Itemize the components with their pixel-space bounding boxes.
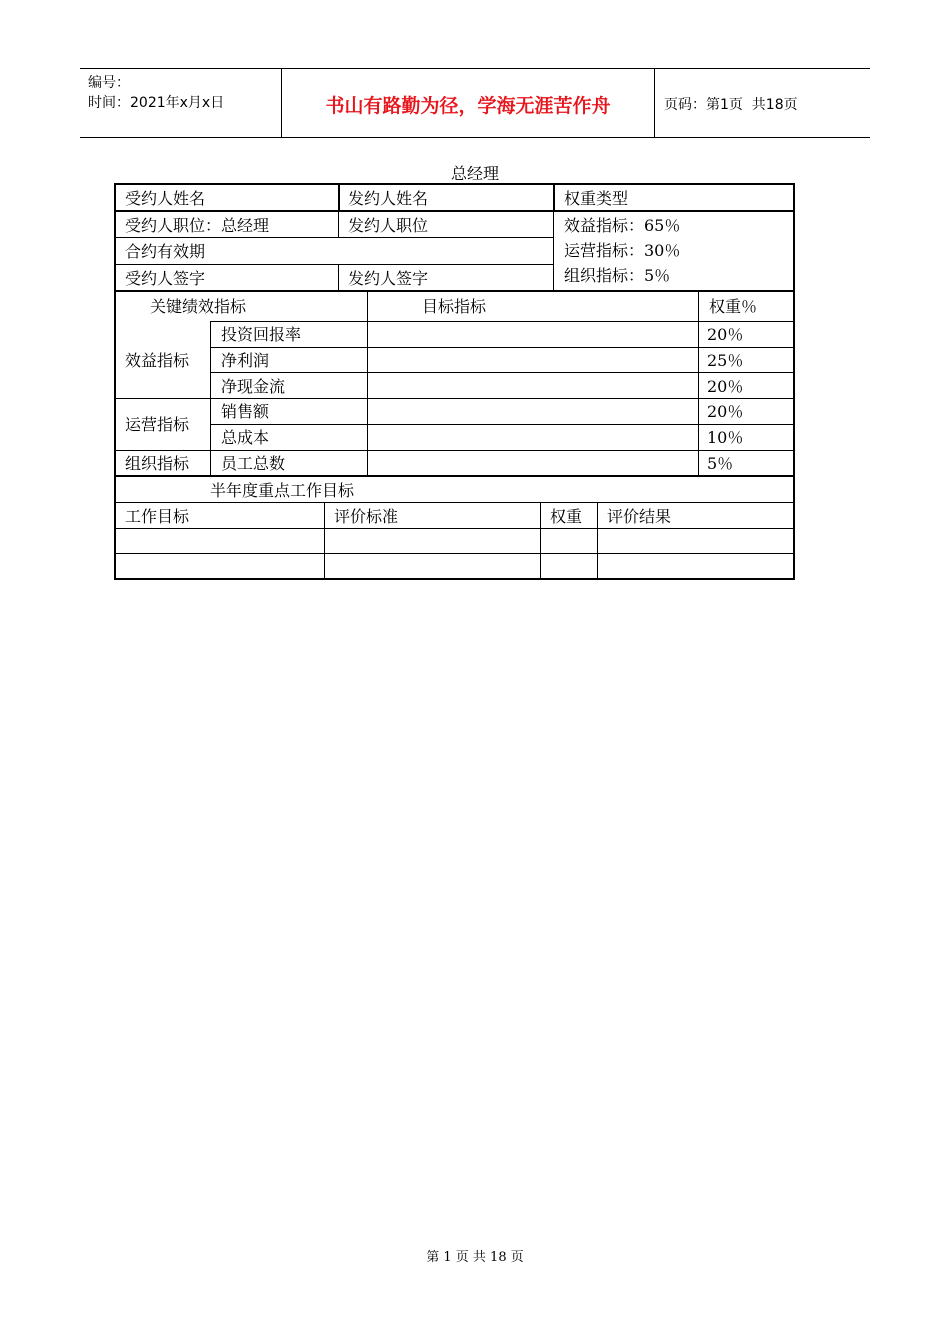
grid-line xyxy=(116,264,553,265)
page-header xyxy=(80,68,870,138)
kpi-item-label: 员工总数 xyxy=(221,454,286,473)
grid-line xyxy=(210,321,793,322)
kpi-item-weight: 25％ xyxy=(707,351,744,370)
kpi-item-label: 净利润 xyxy=(221,351,270,370)
recipient-name-label: 受约人姓名 xyxy=(125,189,206,208)
grid-line xyxy=(553,185,555,211)
kpi-item-weight: 10％ xyxy=(707,428,744,447)
header-meta xyxy=(88,73,224,113)
grid-line xyxy=(338,264,339,291)
recipient-position-label: 受约人职位：总经理 xyxy=(125,216,270,235)
goal-header: 工作目标 xyxy=(125,507,190,526)
grid-line xyxy=(116,237,553,238)
grid-line xyxy=(540,502,541,578)
grid-line xyxy=(116,475,793,477)
kpi-item-label: 销售额 xyxy=(221,402,270,421)
kpi-item-label: 投资回报率 xyxy=(221,325,302,344)
recipient-sign-label: 受约人签字 xyxy=(125,269,206,288)
kpi-item-weight: 20％ xyxy=(707,377,744,396)
validity-label: 合约有效期 xyxy=(125,242,206,261)
issuer-position-label: 发约人职位 xyxy=(348,216,429,235)
kpi-group-organization: 组织指标 xyxy=(125,454,190,473)
header-slogan: 书山有路勤为径，学海无涯苦作舟 xyxy=(325,95,611,117)
result-header: 评价结果 xyxy=(607,507,672,526)
grid-line xyxy=(116,398,793,399)
grid-line xyxy=(116,553,793,554)
grid-line xyxy=(338,185,340,211)
criteria-header: 评价标准 xyxy=(334,507,399,526)
date-line: 时间：2021年x月x日 xyxy=(88,95,225,111)
serial-label: 编号： xyxy=(88,75,130,91)
weight-header: 权重％ xyxy=(709,297,758,316)
grid-line xyxy=(210,321,211,476)
kpi-item-label: 净现金流 xyxy=(221,377,286,396)
grid-line xyxy=(210,424,793,425)
page-title: 总经理 xyxy=(450,164,499,183)
issuer-name-label: 发约人姓名 xyxy=(348,189,429,208)
weight-benefit: 效益指标：65％ xyxy=(564,216,681,235)
goal-weight-header: 权重 xyxy=(550,507,583,526)
grid-line xyxy=(324,502,325,578)
grid-line xyxy=(338,211,339,238)
grid-line xyxy=(116,450,793,451)
grid-line xyxy=(553,211,554,291)
kpi-group-benefit: 效益指标 xyxy=(125,351,190,370)
weight-organization: 组织指标：5％ xyxy=(564,266,671,285)
weight-operation: 运营指标：30％ xyxy=(564,241,681,260)
goals-title: 半年度重点工作目标 xyxy=(210,481,355,500)
kpi-item-weight: 5％ xyxy=(707,454,734,473)
grid-line xyxy=(116,210,793,212)
grid-line xyxy=(210,347,793,348)
performance-contract-form xyxy=(114,183,795,580)
page-footer: 第 1 页 共 18 页 xyxy=(426,1250,524,1265)
grid-line xyxy=(597,502,598,578)
grid-line xyxy=(116,290,793,292)
grid-line xyxy=(698,292,699,476)
weight-type-label: 权重类型 xyxy=(564,189,629,208)
grid-line xyxy=(210,372,793,373)
kpi-item-label: 总成本 xyxy=(221,428,270,447)
issuer-sign-label: 发约人签字 xyxy=(348,269,429,288)
grid-line xyxy=(116,502,793,503)
kpi-header: 关键绩效指标 xyxy=(150,297,247,316)
kpi-item-weight: 20％ xyxy=(707,402,744,421)
kpi-group-operation: 运营指标 xyxy=(125,415,190,434)
grid-line xyxy=(116,528,793,529)
header-divider xyxy=(654,69,655,137)
target-header: 目标指标 xyxy=(422,297,487,316)
kpi-item-weight: 20％ xyxy=(707,325,744,344)
header-page-info: 页码：第1页 共18页 xyxy=(664,97,798,113)
grid-line xyxy=(367,292,368,476)
